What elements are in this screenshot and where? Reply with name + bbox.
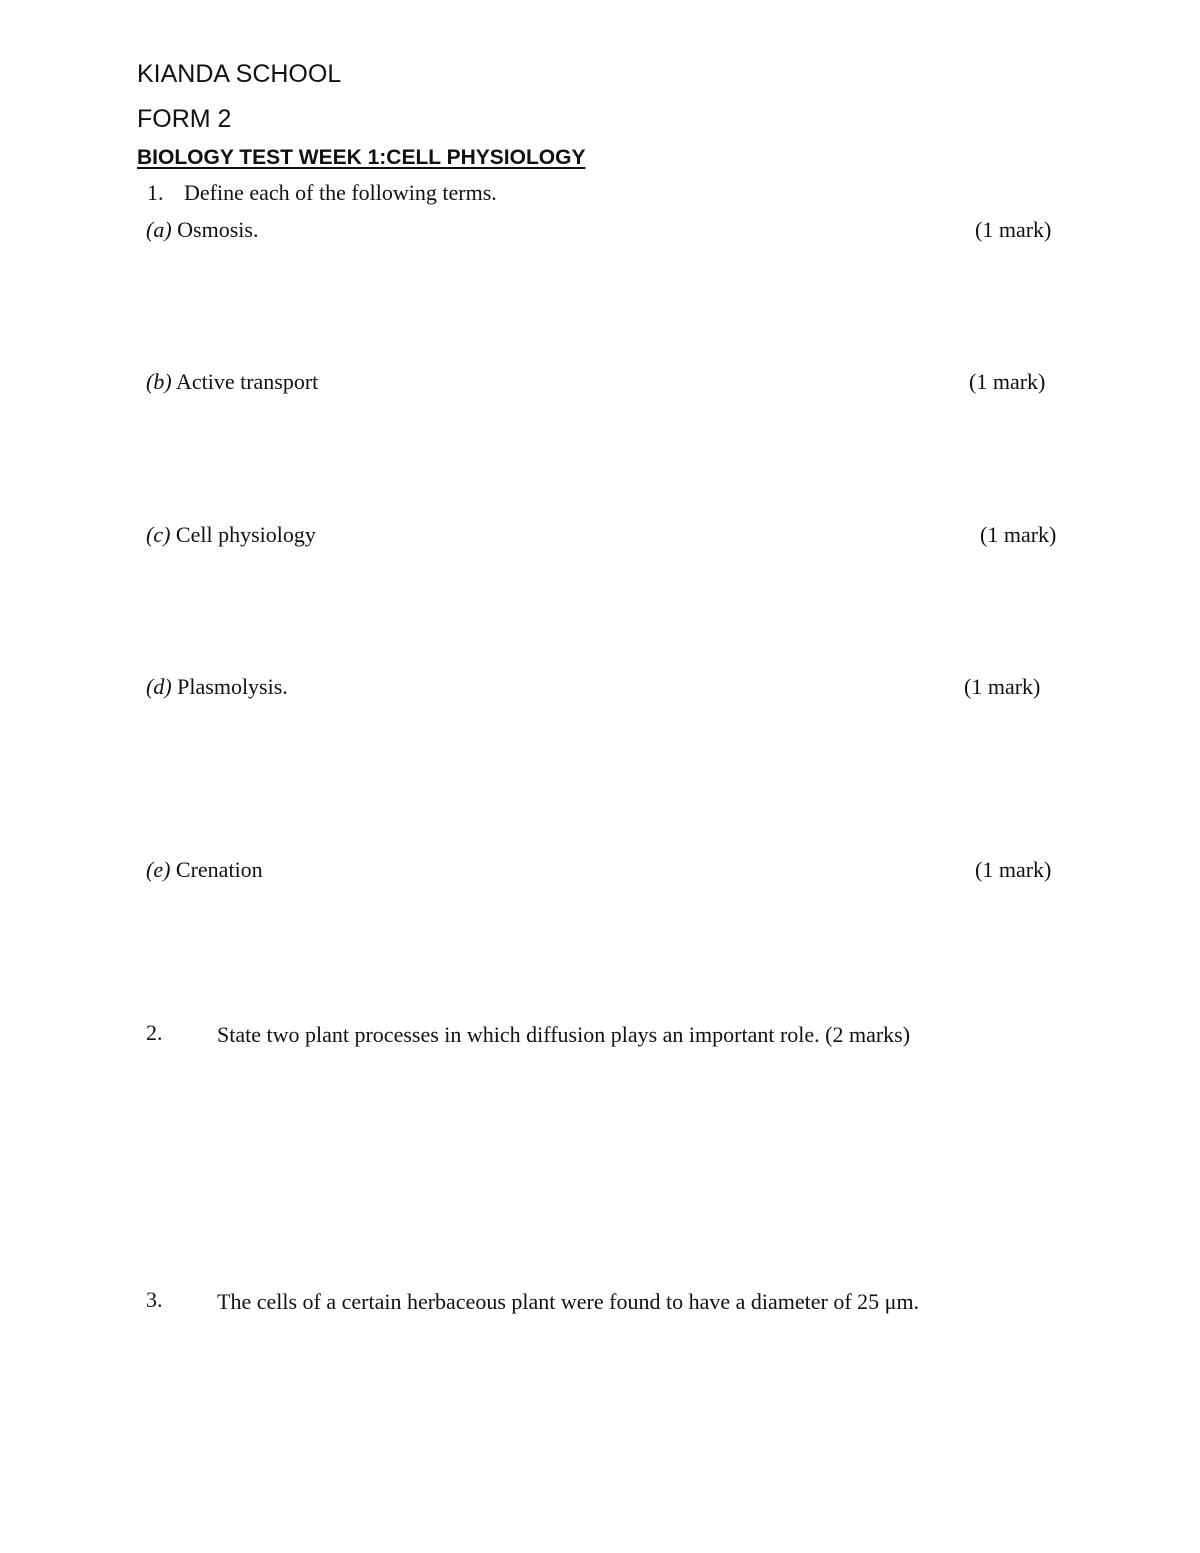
question-1-text: Define each of the following terms. bbox=[184, 180, 497, 205]
test-title: BIOLOGY TEST WEEK 1:CELL PHYSIOLOGY bbox=[137, 146, 586, 169]
mark-allocation: (1 mark) bbox=[975, 857, 1052, 882]
term-letter: (d) bbox=[146, 674, 172, 699]
term-item bbox=[146, 857, 263, 883]
term-letter: (b) bbox=[146, 369, 172, 394]
question-2-text: State two plant processes in which diffusion plays an important role. (2 marks) bbox=[217, 1022, 911, 1047]
term-item bbox=[146, 674, 288, 700]
term-letter: (c) bbox=[146, 522, 171, 547]
term-item bbox=[146, 217, 258, 243]
term-label: Cell physiology bbox=[175, 522, 316, 547]
term-label: Crenation bbox=[175, 857, 263, 882]
term-item bbox=[146, 522, 316, 548]
school-name: KIANDA SCHOOL bbox=[137, 60, 342, 88]
mark-allocation: (1 mark) bbox=[969, 369, 1046, 394]
term-label: Osmosis. bbox=[177, 217, 259, 242]
term-label: Active transport bbox=[175, 369, 319, 394]
term-letter: (a) bbox=[146, 217, 172, 242]
question-3-number: 3. bbox=[146, 1287, 163, 1312]
mark-allocation: (1 mark) bbox=[975, 217, 1052, 242]
question-2-number: 2. bbox=[146, 1020, 163, 1045]
question-1-prompt bbox=[147, 180, 497, 206]
form-level: FORM 2 bbox=[137, 105, 232, 133]
term-item bbox=[146, 369, 318, 395]
question-3-text: The cells of a certain herbaceous plant were found to have a diameter of 25 μm. bbox=[217, 1289, 920, 1314]
mark-allocation: (1 mark) bbox=[980, 522, 1057, 547]
question-1-number: 1. bbox=[147, 180, 164, 205]
term-letter: (e) bbox=[146, 857, 171, 882]
mark-allocation: (1 mark) bbox=[964, 674, 1041, 699]
term-label: Plasmolysis. bbox=[177, 674, 288, 699]
